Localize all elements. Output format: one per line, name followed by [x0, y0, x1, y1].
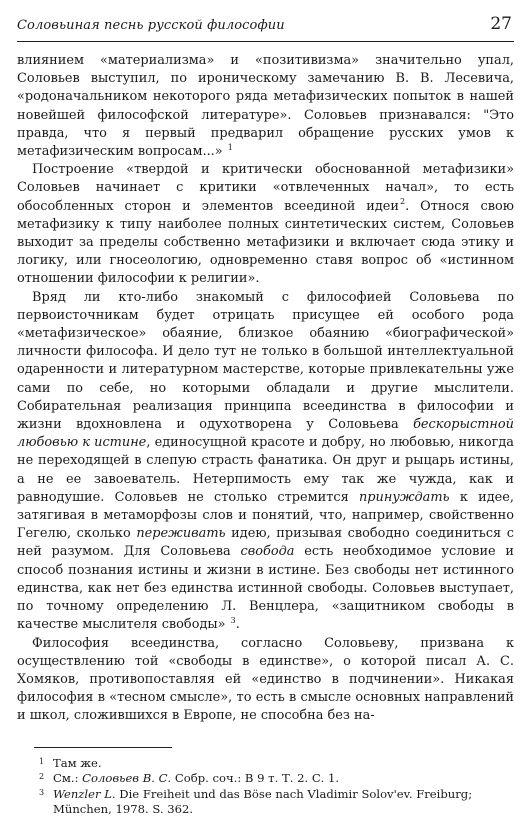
paragraph	[17, 161, 514, 288]
italic-text: свобода	[240, 544, 295, 560]
text-run: .	[235, 617, 240, 633]
footnote-reference: 3	[230, 616, 236, 625]
text-run: Вряд ли кто-либо знакомый с философией Соловьева по первоисточникам будет отрицать присущее ей особого рода «метафизическое» обаяние, близкое обаянию «биографической» личности философа. И дело тут не только в большой интеллектуальной одаренности и литературном мастерстве, которые привлекательны уже сами по себе, но которыми обладали и другие мыслители. Собирательная реализация принципа всеединства в философии и жизни вдохновлена и одухотворена у Соловьева	[17, 289, 514, 433]
footnote-number: 3	[39, 787, 45, 797]
footnote-reference: 2	[400, 197, 406, 207]
footnote-number: 1	[39, 756, 45, 766]
text-run: Там же.	[53, 755, 102, 770]
running-title: Соловьиная песнь русской философии	[17, 18, 285, 33]
text-run: есть необходимое условие и способ познания истины и жизни в истине. Без свободы нет истинного единства, как нет без единства истинной свободы. Соловьев выступает, по точному определению Л. Венцлера, «защитником свободы в качестве мыслителя свободы»	[17, 544, 514, 633]
paragraph	[17, 635, 514, 726]
text-run: Построение «твердой и критически обоснованной метафизики» Соловьев начинает с критики «отвлеченных начал», то есть обособленных сторон и элементов всеединой идеи	[17, 162, 514, 214]
footnote	[39, 756, 514, 772]
footnote-number: 2	[39, 772, 45, 782]
footnote-reference: 1	[227, 142, 233, 152]
text-run: Философия всеединства, согласно Соловьеву, призвана к осуществлению той «свободы в единстве», о которой писал А. С. Хомяков, противопоставляя ей «единство в подчинении». Никакая философия в «тесном смысле», то есть в смысле основных направлений и школ, сложившихся в Европе, не способна без на-	[17, 635, 514, 724]
footnotes	[17, 756, 514, 818]
footnote-rule	[34, 747, 172, 748]
italic-text: бескорыстной любовью к истине	[17, 417, 514, 451]
text-run: идею, призывая свободно соединиться с ней разумом. Для Соловьева	[17, 526, 515, 560]
page-number: 27	[490, 14, 512, 34]
italic-text: Wenzler L.	[53, 786, 116, 801]
text-run: Die Freiheit und das Böse nach Vladimir Solov'ev. Freiburg; München, 1978. S. 362.	[53, 786, 473, 817]
text-run: к идее, затягивая в метаморфозы слов и понятий, что, например, свойственно Гегелю, сколько	[17, 489, 514, 542]
footnote-text	[53, 771, 514, 787]
body-text	[17, 52, 514, 726]
footnote-text	[53, 756, 514, 772]
text-run: , единосущной красоте и добру, но любовью, никогда не переходящей в слепую страсть фанатика. Он друг и рыцарь истины, а не ее завоеватель. Нетерпимость ему так же чужда, как и равнодушие. Соловьев не столько стремится	[17, 435, 514, 505]
header-rule	[17, 41, 514, 42]
paragraph	[17, 52, 514, 161]
footnote	[39, 771, 514, 787]
italic-text: принуждать	[359, 489, 450, 505]
text-run: Собр. соч.: В 9 т. Т. 2. С. 1.	[171, 771, 340, 786]
paragraph	[17, 289, 514, 635]
italic-text: Соловьев В. С.	[82, 771, 172, 786]
footnote	[39, 787, 514, 818]
text-run: . Относя свою метафизику к типу наиболее полных синтетических систем, Соловьев выходит за пределы собственно метафизики и включает сюда этику и логику, или гносеологию, одновременно ставя вопрос об «истинном отношении философии к религии».	[17, 198, 514, 287]
footnote-text	[53, 787, 514, 818]
running-header	[17, 14, 514, 40]
text-run: влиянием «материализма» и «позитивизма» значительно упал, Соловьев выступил, по ироническому замечанию В. В. Лесевича, «родоначальником некоторого ряда метафизических попыток в нашей новейшей философской литературе». Соловьев признавался: "Это правда, что я первый предварил обращение русских умов к метафизическим вопросам...»	[17, 53, 514, 160]
italic-text: переживать	[136, 526, 226, 542]
text-run: См.:	[53, 771, 83, 786]
